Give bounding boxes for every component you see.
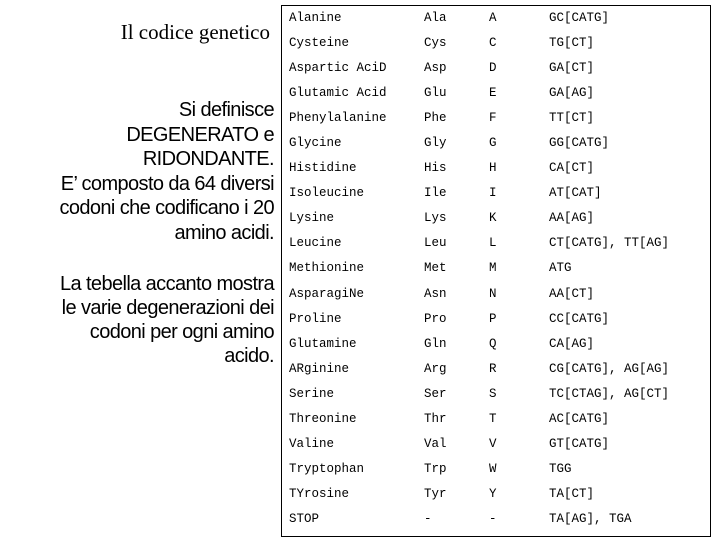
table-row <box>289 381 709 406</box>
amino-acid-name: Glycine <box>289 136 342 151</box>
codon-pattern: TT[CT] <box>549 110 595 125</box>
table-row <box>289 356 709 381</box>
amino-acid-table-body <box>289 5 709 532</box>
amino-acid-name: Alanine <box>289 10 342 25</box>
slide-note: La tebella accanto mostra le varie degenerazioni dei codoni per ogni amino acido. <box>59 273 274 367</box>
three-letter-code: Ile <box>424 186 447 201</box>
one-letter-code: K <box>489 211 497 226</box>
codon-pattern: GC[CATG] <box>549 10 610 25</box>
amino-acid-name: Proline <box>289 311 342 326</box>
table-row <box>289 432 709 457</box>
one-letter-code: R <box>489 361 497 376</box>
three-letter-code: - <box>424 512 432 527</box>
one-letter-code: Y <box>489 487 497 502</box>
one-letter-code: - <box>489 512 497 527</box>
codon-pattern: TA[CT] <box>549 487 595 502</box>
table-row <box>289 231 709 256</box>
three-letter-code: Ala <box>424 10 447 25</box>
table-row <box>289 407 709 432</box>
one-letter-code: I <box>489 186 497 201</box>
codon-pattern: CA[AG] <box>549 336 595 351</box>
one-letter-code: H <box>489 161 497 176</box>
amino-acid-name: Tryptophan <box>289 462 365 477</box>
three-letter-code: Glu <box>424 85 447 100</box>
one-letter-code: S <box>489 386 497 401</box>
amino-acid-name: AsparagiNe <box>289 286 365 301</box>
three-letter-code: Met <box>424 261 447 276</box>
three-letter-code: Leu <box>424 236 447 251</box>
table-row <box>289 306 709 331</box>
table-row <box>289 130 709 155</box>
codon-pattern: GA[AG] <box>549 85 595 100</box>
table-row <box>289 30 709 55</box>
codon-pattern: TGG <box>549 462 572 477</box>
three-letter-code: Ser <box>424 386 447 401</box>
amino-acid-name: Lysine <box>289 211 335 226</box>
three-letter-code: Trp <box>424 462 447 477</box>
one-letter-code: T <box>489 412 497 427</box>
amino-acid-name: STOP <box>289 512 320 527</box>
amino-acid-name: Methionine <box>289 261 365 276</box>
table-row <box>289 80 709 105</box>
codon-pattern: AC[CATG] <box>549 412 610 427</box>
amino-acid-name: Phenylalanine <box>289 110 387 125</box>
one-letter-code: V <box>489 437 497 452</box>
codon-pattern: CG[CATG], AG[AG] <box>549 361 670 376</box>
amino-acid-name: Leucine <box>289 236 342 251</box>
three-letter-code: Asn <box>424 286 447 301</box>
one-letter-code: Q <box>489 336 497 351</box>
one-letter-code: N <box>489 286 497 301</box>
amino-acid-name: TYrosine <box>289 487 350 502</box>
one-letter-code: E <box>489 85 497 100</box>
one-letter-code: L <box>489 236 497 251</box>
three-letter-code: Gln <box>424 336 447 351</box>
codon-pattern: AA[AG] <box>549 211 595 226</box>
table-row <box>289 457 709 482</box>
three-letter-code: His <box>424 161 447 176</box>
one-letter-code: W <box>489 462 497 477</box>
three-letter-code: Lys <box>424 211 447 226</box>
amino-acid-name: Histidine <box>289 161 357 176</box>
three-letter-code: Val <box>424 437 447 452</box>
amino-acid-name: Isoleucine <box>289 186 365 201</box>
slide-description: Si definisce DEGENERATO e RIDONDANTE. E’ composto da 64 diversi codoni che codificano i 20 amino acidi. <box>59 99 274 244</box>
amino-acid-name: ARginine <box>289 361 350 376</box>
three-letter-code: Phe <box>424 110 447 125</box>
one-letter-code: P <box>489 311 497 326</box>
table-row <box>289 507 709 532</box>
table-row <box>289 156 709 181</box>
three-letter-code: Asp <box>424 60 447 75</box>
amino-acid-table <box>289 5 709 532</box>
codon-pattern: GG[CATG] <box>549 136 610 151</box>
table-row <box>289 181 709 206</box>
one-letter-code: G <box>489 136 497 151</box>
amino-acid-name: Serine <box>289 386 335 401</box>
codon-pattern: AT[CAT] <box>549 186 602 201</box>
one-letter-code: C <box>489 35 497 50</box>
three-letter-code: Pro <box>424 311 447 326</box>
table-row <box>289 331 709 356</box>
codon-pattern: GT[CATG] <box>549 437 610 452</box>
amino-acid-name: Cysteine <box>289 35 350 50</box>
one-letter-code: F <box>489 110 497 125</box>
one-letter-code: A <box>489 10 497 25</box>
table-row <box>289 281 709 306</box>
table-row <box>289 55 709 80</box>
three-letter-code: Gly <box>424 136 447 151</box>
amino-acid-name: Glutamic Acid <box>289 85 387 100</box>
one-letter-code: M <box>489 261 497 276</box>
table-row <box>289 482 709 507</box>
codon-pattern: AA[CT] <box>549 286 595 301</box>
three-letter-code: Cys <box>424 35 447 50</box>
one-letter-code: D <box>489 60 497 75</box>
three-letter-code: Arg <box>424 361 447 376</box>
table-row <box>289 206 709 231</box>
codon-pattern: GA[CT] <box>549 60 595 75</box>
codon-pattern: TC[CTAG], AG[CT] <box>549 386 670 401</box>
table-row <box>289 105 709 130</box>
amino-acid-name: Aspartic AciD <box>289 60 387 75</box>
table-row <box>289 5 709 30</box>
table-row <box>289 256 709 281</box>
three-letter-code: Thr <box>424 412 447 427</box>
codon-pattern: CC[CATG] <box>549 311 610 326</box>
codon-pattern: CT[CATG], TT[AG] <box>549 236 670 251</box>
slide-title: Il codice genetico <box>120 20 270 44</box>
codon-pattern: TG[CT] <box>549 35 595 50</box>
three-letter-code: Tyr <box>424 487 447 502</box>
codon-pattern: TA[AG], TGA <box>549 512 632 527</box>
codon-pattern: ATG <box>549 261 572 276</box>
amino-acid-name: Threonine <box>289 412 357 427</box>
codon-pattern: CA[CT] <box>549 161 595 176</box>
amino-acid-name: Valine <box>289 437 335 452</box>
amino-acid-name: Glutamine <box>289 336 357 351</box>
